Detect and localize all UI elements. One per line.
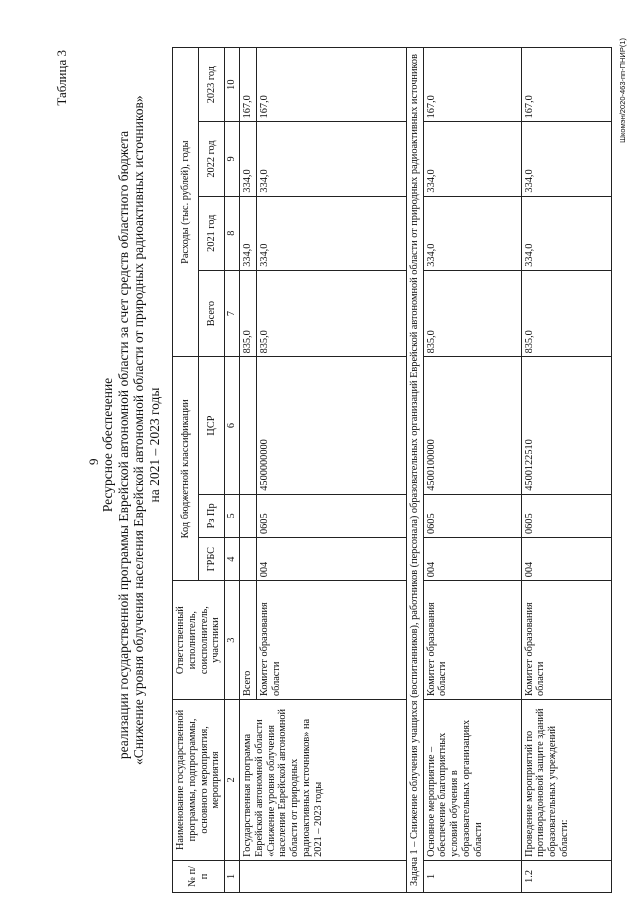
empty-cell — [239, 494, 256, 537]
task-1-text: Задача 1 – Снижение облучения учащихся (воспитанников), работников (персонала) образовательных организаций Еврейской автономной области от природных радиоактивных источников — [406, 48, 423, 893]
row-resp: Комитет образования области — [521, 581, 611, 700]
committee-total: 835,0 — [256, 270, 406, 357]
row-grbs: 004 — [423, 538, 521, 581]
title-line: Ресурсное обеспечение — [100, 377, 115, 513]
header-csr: ЦСР — [199, 357, 225, 494]
col-number: 1 — [225, 860, 240, 892]
program-num-cell — [239, 860, 406, 892]
column-numbers-row — [225, 48, 240, 893]
empty-cell — [239, 357, 256, 494]
col-number: 5 — [225, 494, 240, 537]
table-label: Таблица 3 — [54, 50, 69, 106]
row-2023: 167,0 — [423, 48, 521, 122]
row-2021: 334,0 — [423, 196, 521, 270]
row-2022: 334,0 — [423, 122, 521, 196]
row-resp: Комитет образования области — [423, 581, 521, 700]
program-2021: 334,0 — [239, 196, 256, 270]
row-name: Основное мероприятие – обеспечение благоприятных условий обучения в образовательных организациях области — [423, 700, 521, 861]
header-2023: 2023 год — [199, 48, 225, 122]
committee-2021: 334,0 — [256, 196, 406, 270]
table-row — [423, 48, 521, 893]
committee-rzpr: 0605 — [256, 494, 406, 537]
title-line: на 2021 – 2023 годы — [146, 387, 162, 503]
header-rzpr: Рз Пр — [199, 494, 225, 537]
footer-code: Шкомэн/2020-463-пп-ПНИР(1) — [618, 38, 627, 143]
header-2021: 2021 год — [199, 196, 225, 270]
row-rzpr: 0605 — [423, 494, 521, 537]
program-total: 835,0 — [239, 270, 256, 357]
budget-table — [172, 47, 612, 893]
header-2022: 2022 год — [199, 122, 225, 196]
empty-cell — [239, 538, 256, 581]
row-grbs: 004 — [521, 538, 611, 581]
header-kbk: Код бюджетной классификации — [173, 357, 199, 581]
program-name: Государственная программа Еврейской автономной области «Снижение уровня облучения населения Еврейской автономной области от природных радиоактивных источников» на 2021 – 2023 годы — [239, 700, 406, 861]
header-responsible: Ответственный исполнитель, соисполнитель, участники — [173, 581, 225, 700]
committee-2022: 334,0 — [256, 122, 406, 196]
table-row — [521, 48, 611, 893]
document-title — [100, 95, 162, 765]
task-row — [406, 48, 423, 893]
row-total: 835,0 — [521, 270, 611, 357]
header-total: Всего — [199, 270, 225, 357]
col-number: 2 — [225, 700, 240, 861]
col-number: 7 — [225, 270, 240, 357]
program-2022: 334,0 — [239, 122, 256, 196]
header-expenses: Расходы (тыс. рублей), годы — [173, 48, 199, 357]
col-number: 8 — [225, 196, 240, 270]
header-grbs: ГРБС — [199, 538, 225, 581]
header-row-1 — [173, 48, 199, 893]
committee-csr: 4500000000 — [256, 357, 406, 494]
row-name: Проведение мероприятий по противорадоновой защите зданий образовательных учреждений области: — [521, 700, 611, 861]
header-num: № п/п — [173, 860, 225, 892]
row-2022: 334,0 — [521, 122, 611, 196]
col-number: 4 — [225, 538, 240, 581]
committee-grbs: 004 — [256, 538, 406, 581]
program-resp-total: Всего — [239, 581, 256, 700]
row-csr: 4500100000 — [423, 357, 521, 494]
program-total-row — [239, 48, 256, 893]
row-2023: 167,0 — [521, 48, 611, 122]
committee-resp: Комитет образования области — [256, 581, 406, 700]
page-number: 9 — [86, 458, 101, 465]
title-line: «Снижение уровня облучения населения Еврейской автономной области от природных радиоактивных источников» — [131, 95, 146, 765]
header-name: Наименование государственной программы, подпрограммы, основного мероприятия, мероприятия — [173, 700, 225, 861]
row-2021: 334,0 — [521, 196, 611, 270]
title-line: реализации государственной программы Еврейской автономной области за счет средств областного бюджета — [115, 130, 131, 760]
col-number: 9 — [225, 122, 240, 196]
row-total: 835,0 — [423, 270, 521, 357]
row-rzpr: 0605 — [521, 494, 611, 537]
row-num: 1.2 — [521, 860, 611, 892]
row-csr: 4500122510 — [521, 357, 611, 494]
col-number: 10 — [225, 48, 240, 122]
row-num: 1 — [423, 860, 521, 892]
col-number: 3 — [225, 581, 240, 700]
program-2023: 167,0 — [239, 48, 256, 122]
committee-2023: 167,0 — [256, 48, 406, 122]
col-number: 6 — [225, 357, 240, 494]
